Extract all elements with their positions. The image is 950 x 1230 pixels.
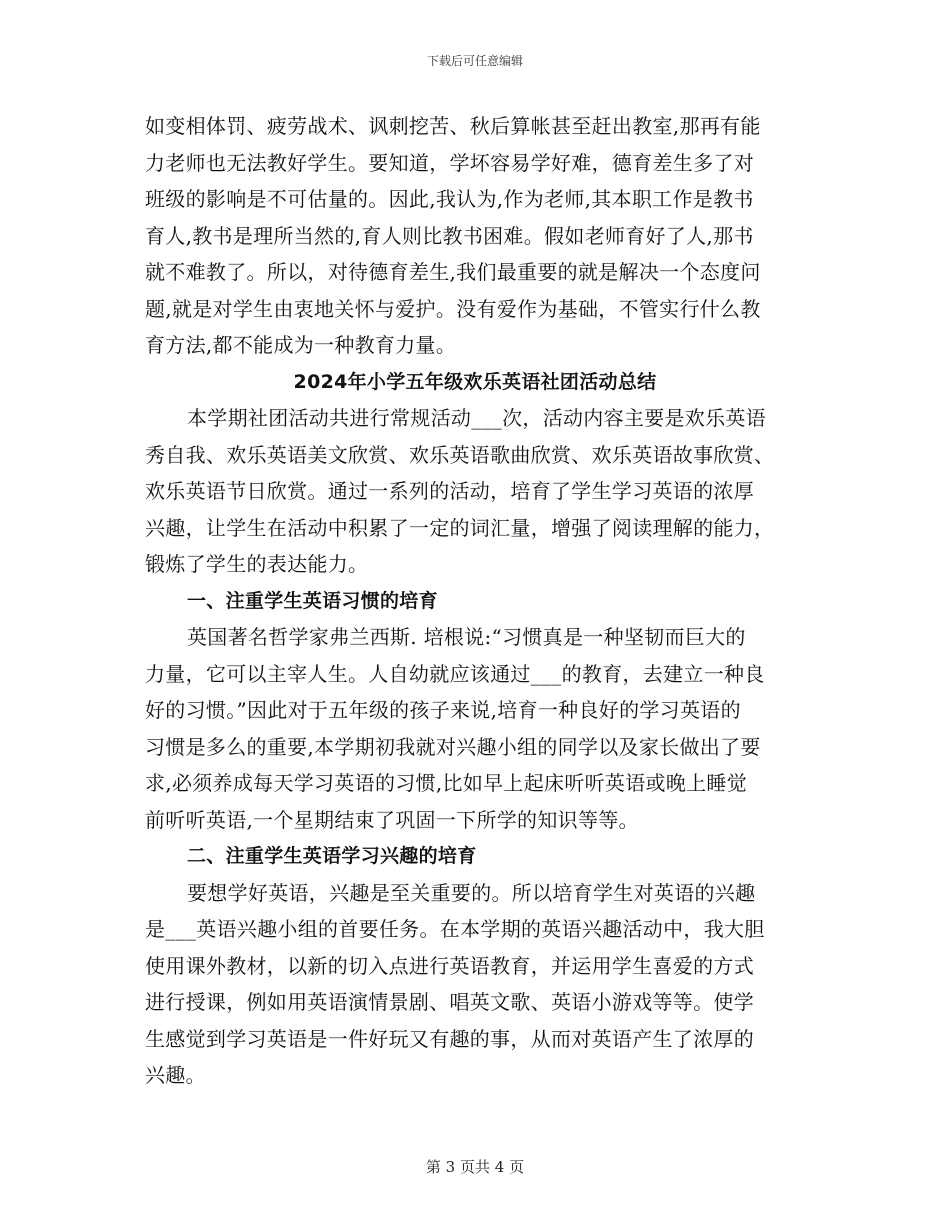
body-line: 如变相体罚、疲劳战术、讽刺挖苦、秋后算帐甚至赶出教室,那再有能 <box>145 114 761 138</box>
body-line: 前听听英语,一个星期结束了巩固一下所学的知识等等。 <box>145 807 639 832</box>
body-line: 兴趣，让学生在活动中积累了一定的词汇量，增强了阅读理解的能力， <box>145 515 775 540</box>
body-line: 力量，它可以主宰人生。人自幼就应该通过___的教育，去建立一种良 <box>145 661 765 686</box>
body-line: 使用课外教材，以新的切入点进行英语教育，并运用学生喜爱的方式 <box>145 953 754 978</box>
document-title: 2024年小学五年级欢乐英语社团活动总结 <box>293 370 657 393</box>
body-line: 秀自我、欢乐英语美文欣赏、欢乐英语歌曲欣赏、欢乐英语故事欣赏、 <box>145 442 775 467</box>
document-body <box>145 108 805 1094</box>
body-line: 是___英语兴趣小组的首要任务。在本学期的英语兴趣活动中，我大胆 <box>145 917 765 941</box>
body-line: 好的习惯。”因此对于五年级的孩子来说,培育一种良好的学习英语的 <box>145 698 741 722</box>
body-line: 锻炼了学生的表达能力。 <box>145 552 369 576</box>
body-line: 就不难教了。所以，对待德育差生,我们最重要的就是解决一个态度问 <box>145 260 761 284</box>
body-line: 生感觉到学习英语是一件好玩又有趣的事，从而对英语产生了浓厚的 <box>145 1026 754 1051</box>
body-line: 欢乐英语节日欣赏。通过一系列的活动，培育了学生学习英语的浓厚 <box>145 479 754 503</box>
section-heading: 一、注重学生英语习惯的培育 <box>187 589 438 612</box>
body-line: 育人,教书是理所当然的,育人则比教书困难。假如老师育好了人,那书 <box>145 223 754 248</box>
body-line: 兴趣。 <box>145 1063 206 1087</box>
page-footer: 第 3 页共 4 页 <box>425 1158 525 1176</box>
body-line: 班级的影响是不可估量的。因此,我认为,作为老师,其本职工作是教书 <box>145 187 754 211</box>
body-line: 习惯是多么的重要,本学期初我就对兴趣小组的同学以及家长做出了要 <box>145 734 761 759</box>
body-line: 题,就是对学生由衷地关怀与爱护。没有爱作为基础，不管实行什么教 <box>145 296 761 321</box>
body-line: 英国著名哲学家弗兰西斯. 培根说:“习惯真是一种坚韧而巨大的 <box>187 625 746 649</box>
body-line: 要想学好英语，兴趣是至关重要的。所以培育学生对英语的兴趣 <box>187 880 756 905</box>
body-line: 进行授课，例如用英语演情景剧、唱英文歌、英语小游戏等等。使学 <box>145 990 754 1014</box>
page-header: 下载后可任意编辑 <box>426 54 523 68</box>
body-line: 本学期社团活动共进行常规活动___次，活动内容主要是欢乐英语 <box>187 406 766 430</box>
section-heading: 二、注重学生英语学习兴趣的培育 <box>187 845 477 867</box>
body-line: 育方法,都不能成为一种教育力量。 <box>145 333 457 357</box>
body-line: 力老师也无法教好学生。要知道，学坏容易学好难，德育差生多了对 <box>145 150 754 175</box>
body-line: 求,必须养成每天学习英语的习惯,比如早上起床听听英语或晚上睡觉 <box>145 771 748 795</box>
